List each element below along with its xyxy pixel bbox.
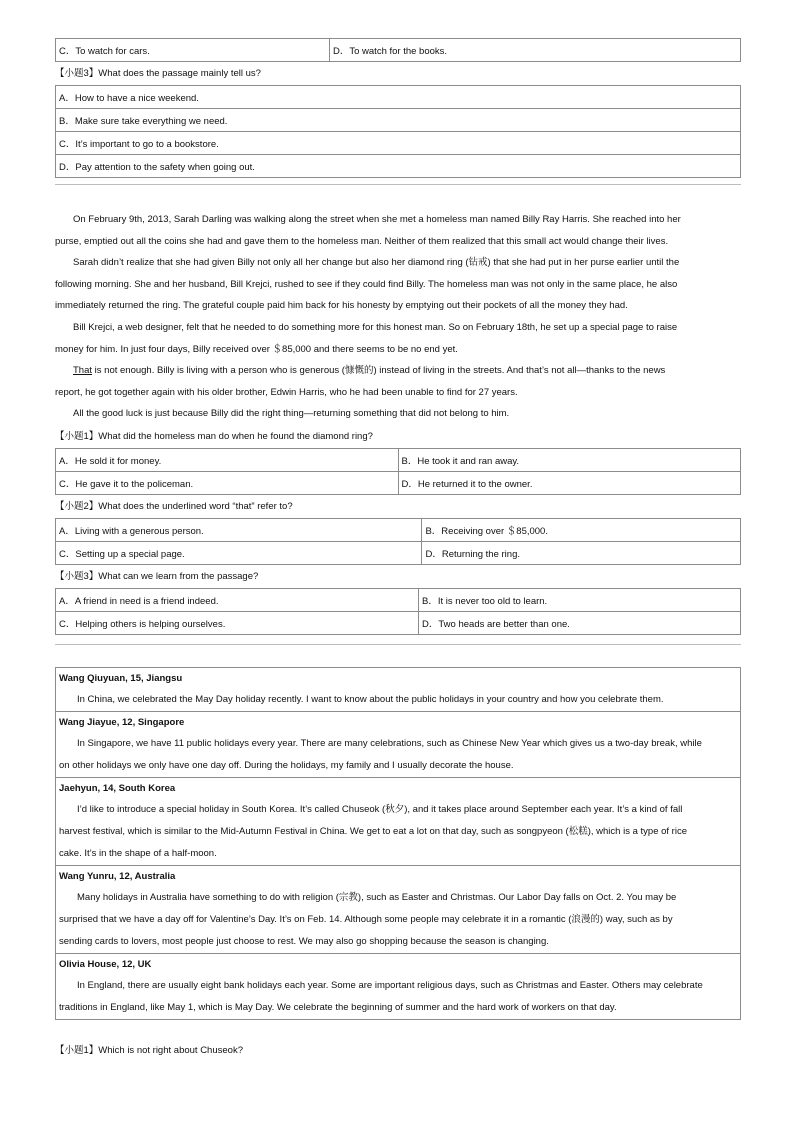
passage-line: All the good luck is just because Billy did the right thing—returning something that did not belong to him. bbox=[73, 408, 510, 420]
passage-line: immediately returned the ring. The grateful couple paid him back for his honesty by emptying out their pockets of all the money they had. bbox=[55, 300, 628, 312]
option-a[interactable]: A．How to have a nice weekend. bbox=[56, 86, 741, 109]
entry-author: Wang Yunru, 12, Australia bbox=[59, 870, 176, 882]
passage-line: purse, emptied out all the coins she had and gave them to the homeless man. Neither of them realized that this small act would change their lives. bbox=[55, 235, 669, 247]
entry-author: Jaehyun, 14, South Korea bbox=[59, 782, 176, 794]
option-a[interactable]: A．Living with a generous person. bbox=[56, 518, 422, 541]
option-d[interactable]: D．To watch for the books. bbox=[330, 39, 741, 62]
question-3: 【小题3】What can we learn from the passage? bbox=[55, 570, 259, 582]
option-d[interactable]: D．Pay attention to the safety when going out. bbox=[56, 155, 741, 178]
entry-line: I’d like to introduce a special holiday in South Korea. It’s called Chuseok (秋夕), and it takes place around September each year. It’s a kind of fall bbox=[77, 803, 683, 815]
option-c[interactable]: C．It’s important to go to a bookstore. bbox=[56, 132, 741, 155]
entry-line: traditions in England, like May 1, which is May Day. We celebrate the beginning of summer and the hard work of workers on that day. bbox=[59, 1001, 617, 1013]
entry-row bbox=[56, 777, 741, 865]
entry-line: sending cards to lovers, most people just choose to rest. We may also go shopping because the season is changing. bbox=[59, 935, 549, 947]
passage-text: is not enough. Billy is living with a person who is generous (慷慨的) instead of living in the streets. And that’s not all—thanks to the news bbox=[92, 365, 666, 377]
passage-line: report, he got together again with his older brother, Edwin Harris, who he had been unable to find for 27 years. bbox=[55, 386, 518, 398]
section-divider bbox=[55, 184, 741, 185]
entry-line: surprised that we have a day off for Valentine’s Day. It’s on Feb. 14. Although some people may celebrate it in a romantic (浪漫的) way, such as by bbox=[59, 913, 673, 925]
options-table-q1 bbox=[55, 448, 741, 495]
entry-line: In Singapore, we have 11 public holidays every year. There are many celebrations, such as Chinese New Year which gives us a two-day break, while bbox=[77, 737, 702, 749]
underlined-word: That bbox=[73, 365, 93, 377]
entry-line: cake. It’s in the shape of a half-moon. bbox=[59, 847, 217, 859]
reading-passage bbox=[55, 209, 741, 425]
option-c[interactable]: C．Helping others is helping ourselves. bbox=[56, 611, 419, 634]
question-prev-3: 【小题3】What does the passage mainly tell us? bbox=[55, 68, 261, 79]
entry-row bbox=[56, 667, 741, 711]
passage-line: following morning. She and her husband, Bill Krejci, rushed to see if they could find Billy. The homeless man was not only in the same place, he also bbox=[55, 278, 678, 290]
option-d[interactable]: D．He returned it to the owner. bbox=[398, 471, 741, 494]
option-b[interactable]: B．Receiving over ＄85,000. bbox=[422, 518, 741, 541]
options-table-q2 bbox=[55, 518, 741, 565]
entry-row bbox=[56, 711, 741, 777]
option-d[interactable]: D．Returning the ring. bbox=[422, 541, 741, 564]
question-2: 【小题2】What does the underlined word “that” refer to? bbox=[55, 500, 293, 512]
entry-line: In China, we celebrated the May Day holiday recently. I want to know about the public holidays in your country and how you celebrate them. bbox=[77, 693, 664, 705]
entry-row bbox=[56, 865, 741, 953]
entry-line: harvest festival, which is similar to the Mid-Autumn Festival in China. We get to eat a lot on that day, such as songpyeon (松糕), which is a type of rice bbox=[59, 825, 687, 837]
entry-line: In England, there are usually eight bank holidays each year. Some are important religious days, such as Christmas and Easter. Others may celebrate bbox=[77, 979, 703, 991]
option-b[interactable]: B．Make sure take everything we need. bbox=[56, 109, 741, 132]
entry-row bbox=[56, 953, 741, 1019]
options-table-prev-q2 bbox=[55, 38, 741, 62]
option-c[interactable]: C．He gave it to the policeman. bbox=[56, 471, 399, 494]
question-1: 【小题1】What did the homeless man do when he found the diamond ring? bbox=[55, 430, 373, 442]
section-divider bbox=[55, 644, 741, 645]
options-table-prev-q3 bbox=[55, 85, 741, 178]
option-c[interactable]: C．Setting up a special page. bbox=[56, 541, 422, 564]
entry-line: Many holidays in Australia have something to do with religion (宗教), such as Easter and Christmas. Our Labor Day falls on Oct. 2. You may be bbox=[77, 891, 677, 903]
passage-line: Bill Krejci, a web designer, felt that he needed to do something more for this honest man. So on February 18th, he set up a special page to raise bbox=[73, 321, 678, 333]
holidays-table bbox=[55, 667, 741, 1020]
option-a[interactable]: A．A friend in need is a friend indeed. bbox=[56, 588, 419, 611]
option-b[interactable]: B．It is never too old to learn. bbox=[419, 588, 741, 611]
entry-author: Olivia House, 12, UK bbox=[59, 958, 152, 970]
entry-author: Wang Qiuyuan, 15, Jiangsu bbox=[59, 672, 183, 684]
question-final: 【小题1】Which is not right about Chuseok? bbox=[55, 1044, 243, 1056]
passage-line: Sarah didn’t realize that she had given Billy not only all her change but also her diamond ring (钻戒) that she had put in her purse earlier until the bbox=[73, 257, 680, 269]
entry-author: Wang Jiayue, 12, Singapore bbox=[59, 716, 185, 728]
passage-line: On February 9th, 2013, Sarah Darling was walking along the street when she met a homeless man named Billy Ray Harris. She reached into her bbox=[73, 214, 681, 225]
option-c[interactable]: C．To watch for cars. bbox=[56, 39, 330, 62]
entry-line: on other holidays we only have one day off. During the holidays, my family and I usually decorate the house. bbox=[59, 759, 514, 771]
worksheet-page bbox=[55, 38, 741, 1062]
options-table-q3 bbox=[55, 588, 741, 635]
option-b[interactable]: B．He took it and ran away. bbox=[398, 448, 741, 471]
passage-line: money for him. In just four days, Billy received over ＄85,000 and there seems to be no end yet. bbox=[55, 343, 458, 355]
option-a[interactable]: A．He sold it for money. bbox=[56, 448, 399, 471]
passage-line bbox=[55, 360, 741, 382]
option-d[interactable]: D．Two heads are better than one. bbox=[419, 611, 741, 634]
